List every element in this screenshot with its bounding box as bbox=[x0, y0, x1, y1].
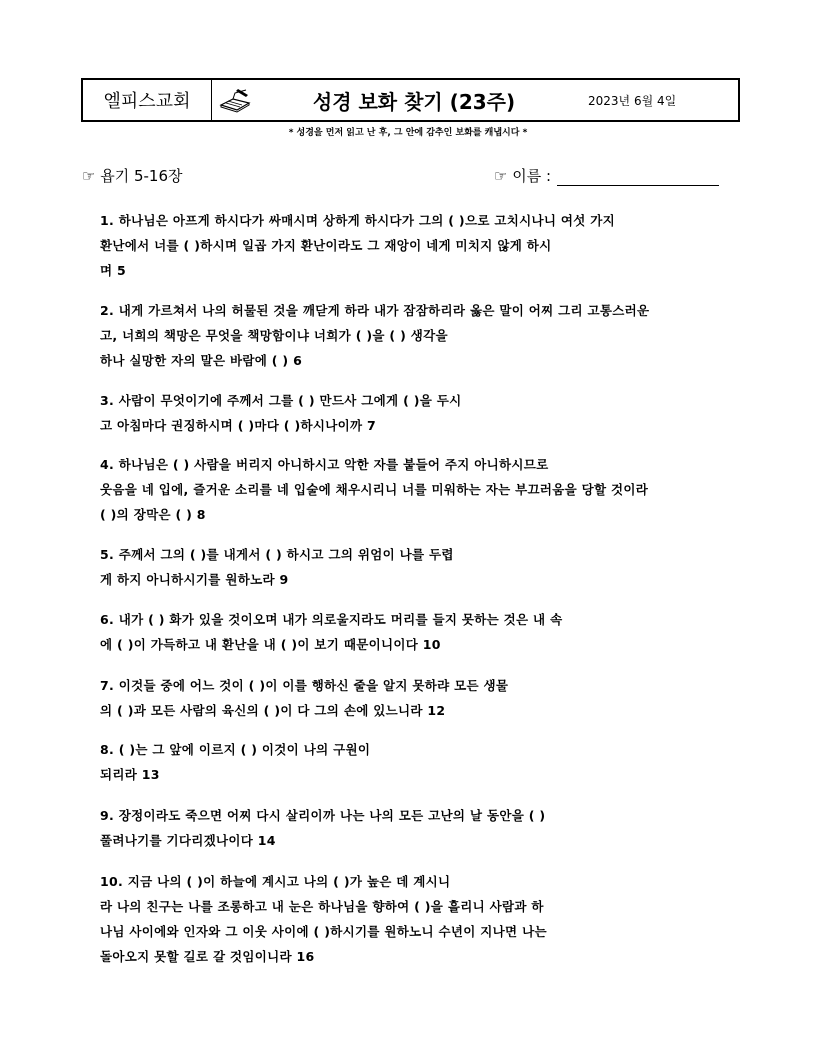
question-line: 6. 내가 ( ) 화가 있을 것이오며 내가 의로울지라도 머리를 들지 못하는 것은 내 속 bbox=[100, 612, 563, 627]
question-2 bbox=[100, 298, 725, 373]
question-line: 하나 실망한 자의 말은 바람에 ( ) 6 bbox=[100, 353, 303, 368]
name-blank-line[interactable] bbox=[557, 168, 719, 186]
question-line: 4. 하나님은 ( ) 사람을 버리지 아니하시고 악한 자를 붙들어 주지 아니하시므로 bbox=[100, 457, 549, 472]
church-name: 엘피스교회 bbox=[83, 80, 212, 120]
worksheet-header bbox=[81, 78, 740, 122]
question-1 bbox=[100, 208, 725, 283]
question-line: 의 ( )과 모든 사람의 육신의 ( )이 다 그의 손에 있느니라 12 bbox=[100, 703, 446, 718]
question-6 bbox=[100, 607, 725, 657]
instruction-text: * 성경을 먼저 읽고 난 후, 그 안에 감추인 보화를 캐냅시다 * bbox=[288, 128, 528, 138]
question-line: 고 아침마다 권징하시며 ( )마다 ( )하시나이까 7 bbox=[100, 418, 376, 433]
question-line: 돌아오지 못할 길로 갈 것임이니라 16 bbox=[100, 949, 315, 964]
question-line: 라 나의 친구는 나를 조롱하고 내 눈은 하나님을 향하여 ( )을 흘리니 사람과 하 bbox=[100, 899, 544, 914]
question-9 bbox=[100, 803, 725, 853]
question-line: 나님 사이에와 인자와 그 이웃 사이에 ( )하시기를 원하노니 수년이 지나면 나는 bbox=[100, 924, 547, 939]
book-pencil-icon bbox=[212, 80, 258, 120]
question-8 bbox=[100, 737, 725, 787]
question-line: 8. ( )는 그 앞에 이르지 ( ) 이것이 나의 구원이 bbox=[100, 742, 371, 757]
worksheet-date: 2023년 6월 4일 bbox=[588, 93, 677, 108]
name-label: ☞ 이름 : bbox=[494, 167, 552, 185]
question-7 bbox=[100, 673, 725, 723]
question-line: 5. 주께서 그의 ( )를 내게서 ( ) 하시고 그의 위엄이 나를 두렵 bbox=[100, 547, 454, 562]
question-4 bbox=[100, 452, 725, 527]
question-line: 10. 지금 나의 ( )이 하늘에 계시고 나의 ( )가 높은 데 계시니 bbox=[100, 874, 451, 889]
question-line: 게 하지 아니하시기를 원하노라 9 bbox=[100, 572, 289, 587]
question-line: 되리라 13 bbox=[100, 767, 160, 782]
question-line: 1. 하나님은 아프게 하시다가 싸매시며 상하게 하시다가 그의 ( )으로 고치시나니 여섯 가지 bbox=[100, 213, 616, 228]
question-line: 에 ( )이 가득하고 내 환난을 내 ( )이 보기 때문이니이다 10 bbox=[100, 637, 441, 652]
question-line: 고, 너희의 책망은 무엇을 책망함이냐 너희가 ( )을 ( ) 생각을 bbox=[100, 328, 448, 343]
worksheet-title: 성경 보화 찾기 (23주) bbox=[312, 89, 516, 114]
question-line: ( )의 장막은 ( ) 8 bbox=[100, 507, 206, 522]
question-5 bbox=[100, 542, 725, 592]
question-line: 환난에서 너를 ( )하시며 일곱 가지 환난이라도 그 재앙이 네게 미치지 않게 하시 bbox=[100, 238, 552, 253]
question-line: 7. 이것들 중에 어느 것이 ( )이 이를 행하신 줄을 알지 못하랴 모든 생물 bbox=[100, 678, 509, 693]
question-line: 며 5 bbox=[100, 263, 127, 278]
question-line: 3. 사람이 무엇이기에 주께서 그를 ( ) 만드사 그에게 ( )을 두시 bbox=[100, 393, 462, 408]
name-field bbox=[494, 165, 719, 186]
question-10 bbox=[100, 869, 725, 969]
question-line: 9. 장정이라도 죽으면 어찌 다시 살리이까 나는 나의 모든 고난의 날 동안을 ( ) bbox=[100, 808, 546, 823]
question-line: 2. 내게 가르쳐서 나의 허물된 것을 깨닫게 하라 내가 잠잠하리라 옳은 말이 어찌 그리 고통스러운 bbox=[100, 303, 650, 318]
question-line: 풀려나기를 기다리겠나이다 14 bbox=[100, 833, 276, 848]
scripture-scope: ☞ 욥기 5-16장 bbox=[82, 167, 183, 185]
question-line: 웃음을 네 입에, 즐거운 소리를 네 입술에 채우시리니 너를 미워하는 자는 부끄러움을 당할 것이라 bbox=[100, 482, 649, 497]
question-3 bbox=[100, 388, 725, 438]
